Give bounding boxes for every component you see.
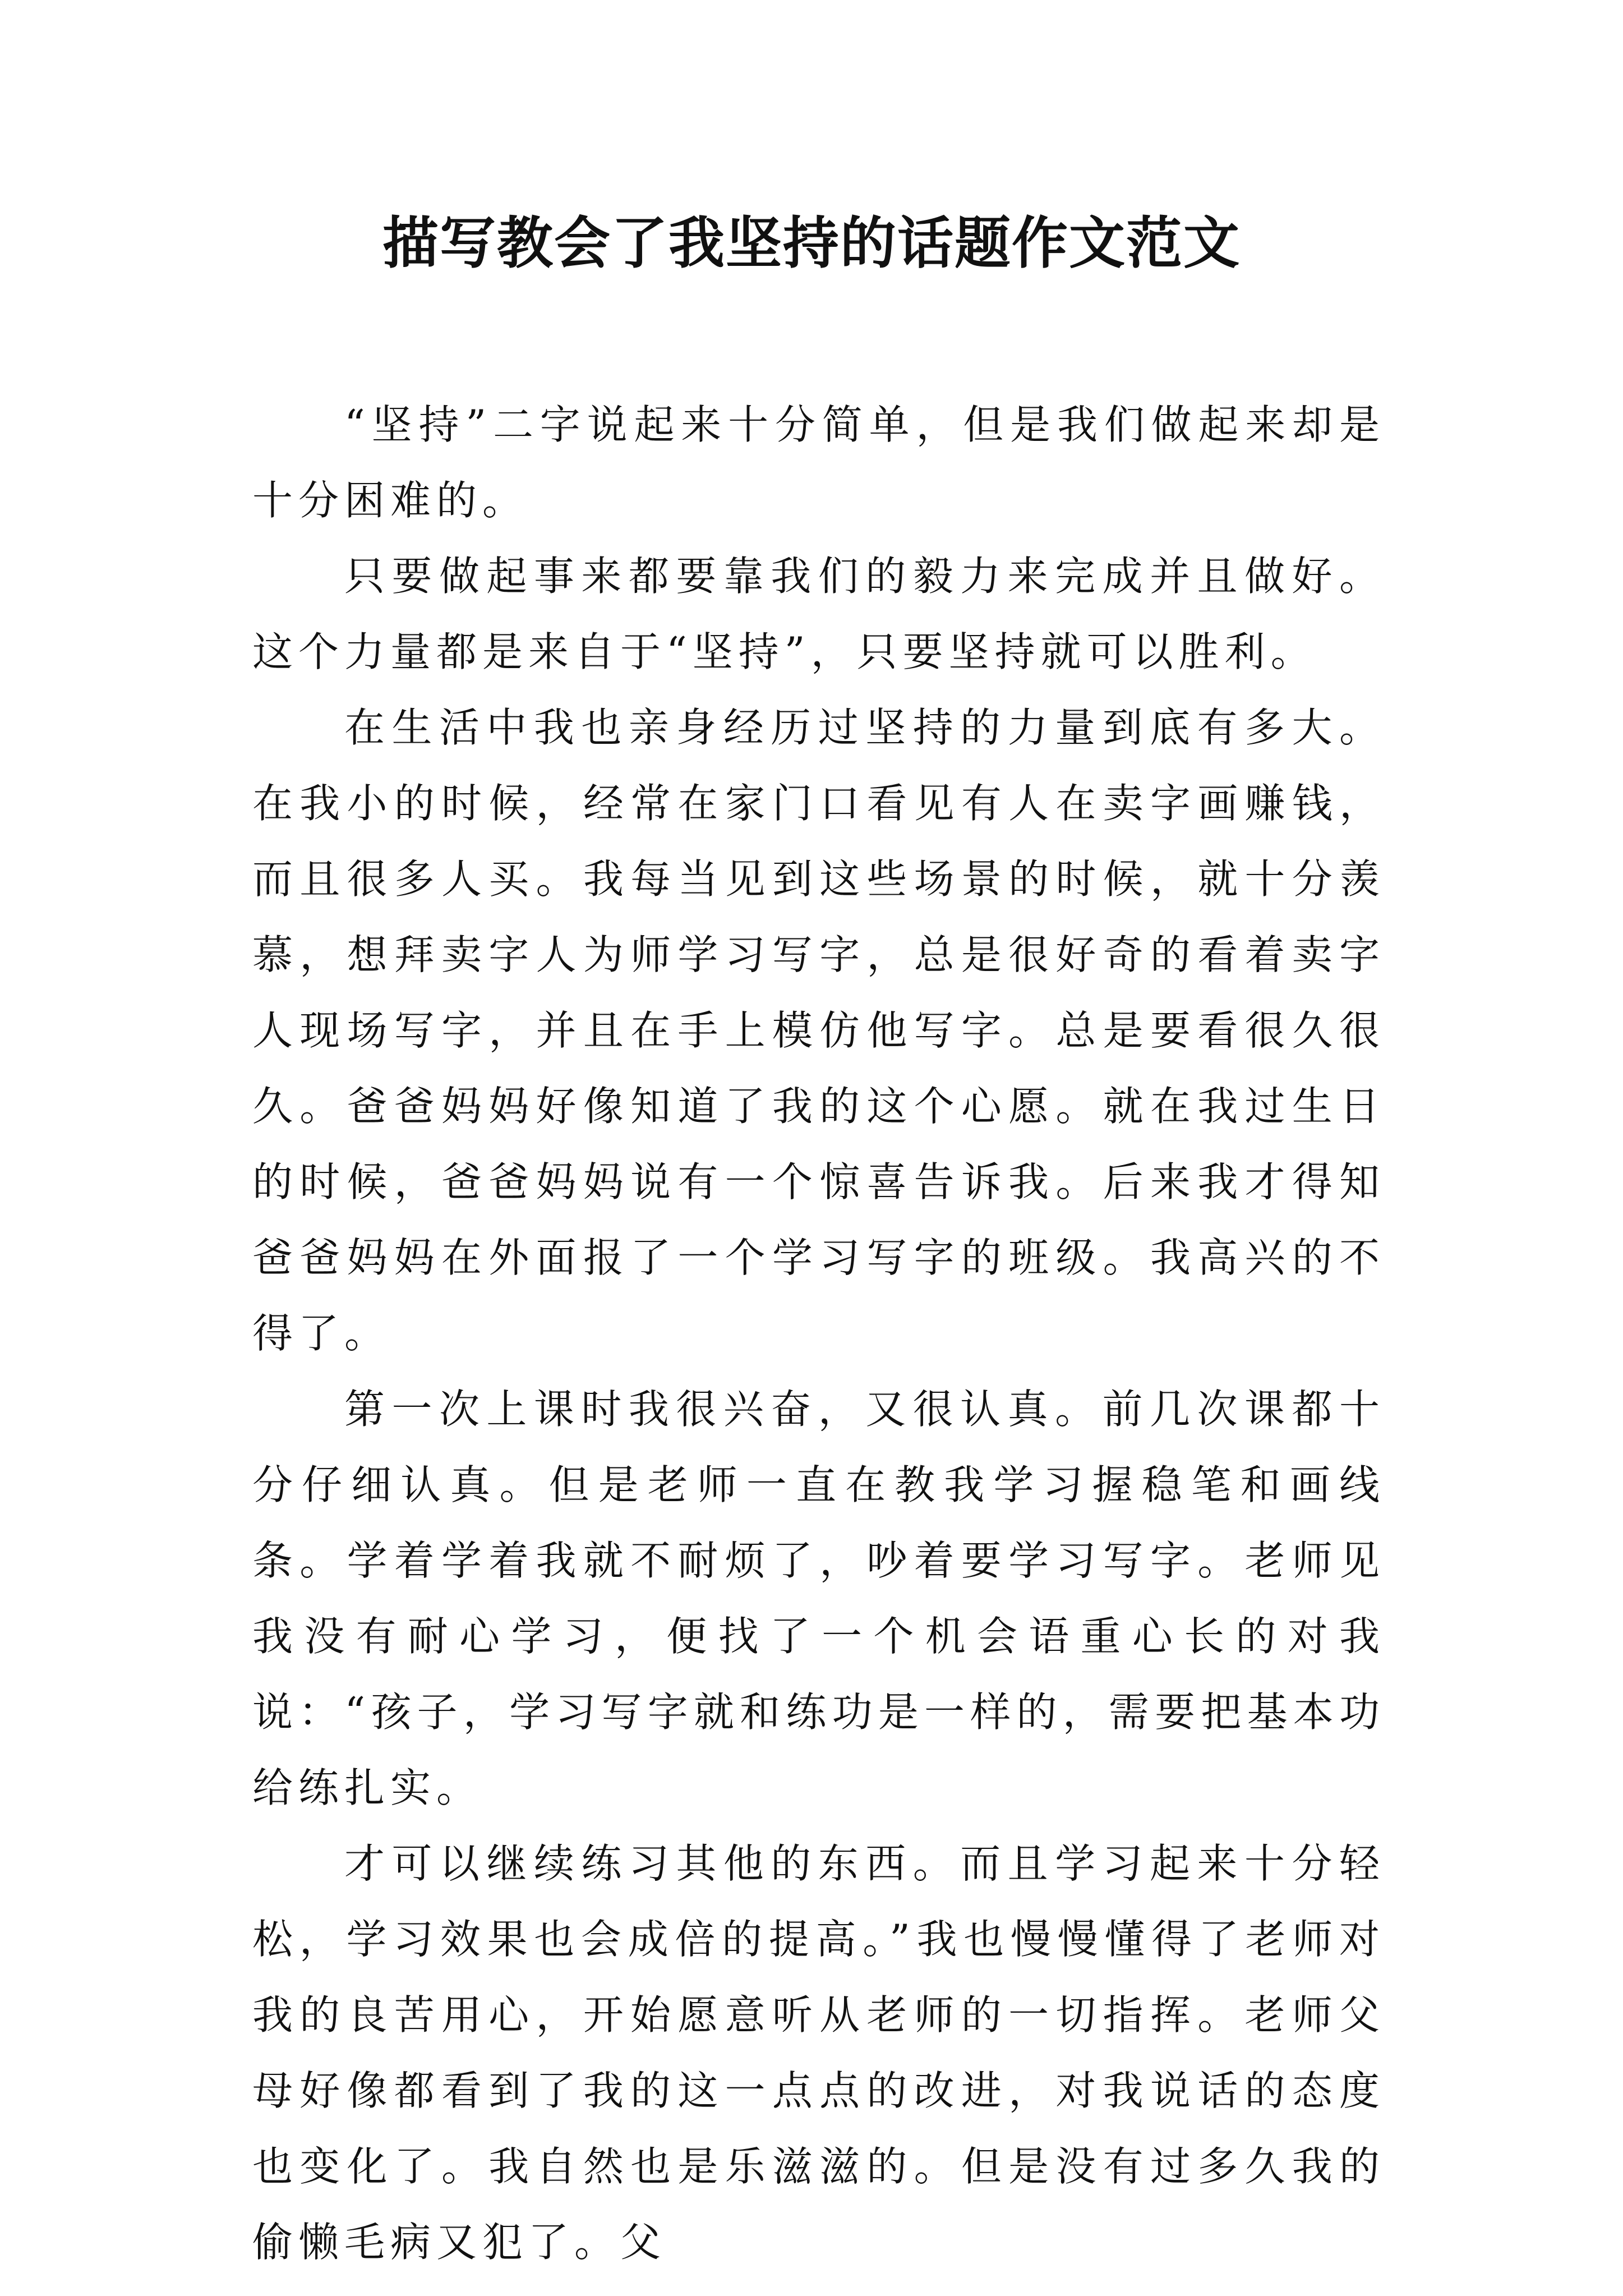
document-title: 描写教会了我坚持的话题作文范文 <box>382 210 1241 276</box>
paragraph-1: “坚持”二字说起来十分简单，但是我们做起来却是十分困难的。 <box>252 401 1385 524</box>
paragraph-4: 第一次上课时我很兴奋，又很认真。前几次课都十分仔细认真。但是老师一直在教我学习握稳笔和画线条。学着学着我就不耐烦了，吵着要学习写字。老师见我没有耐心学习，便找了一个机会语重心长的对我说：“孩子，学习写字就和练功是一样的，需要把基本功给练扎实。 <box>252 1386 1385 1811</box>
document-body <box>252 387 1385 2280</box>
paragraph-5: 才可以继续练习其他的东西。而且学习起来十分轻松，学习效果也会成倍的提高。”我也慢慢懂得了老师对我的良苦用心，开始愿意听从老师的一切指挥。老师父母好像都看到了我的这一点点的改进，对我说话的态度也变化了。我自然也是乐滋滋的。但是没有过多久我的偷懒毛病又犯了。父 <box>252 1840 1385 2266</box>
paragraph-2: 只要做起事来都要靠我们的毅力来完成并且做好。这个力量都是来自于“坚持”，只要坚持就可以胜利。 <box>252 553 1385 675</box>
paragraph-3: 在生活中我也亲身经历过坚持的力量到底有多大。在我小的时候，经常在家门口看见有人在卖字画赚钱，而且很多人买。我每当见到这些场景的时候，就十分羡慕，想拜卖字人为师学习写字，总是很好奇的看着卖字人现场写字，并且在手上模仿他写字。总是要看很久很久。爸爸妈妈好像知道了我的这个心愿。就在我过生日的时候，爸爸妈妈说有一个惊喜告诉我。后来我才得知爸爸妈妈在外面报了一个学习写字的班级。我高兴的不得了。 <box>252 704 1385 1357</box>
